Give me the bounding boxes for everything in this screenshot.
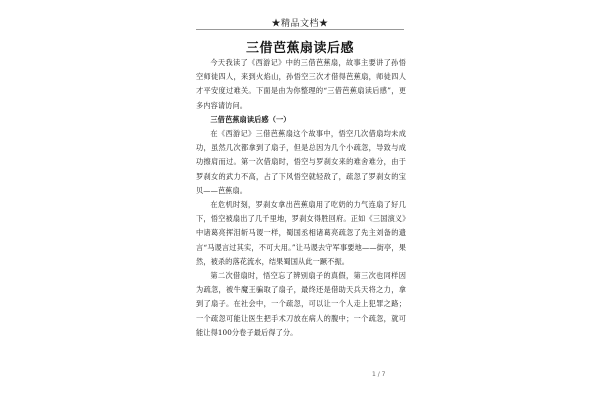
intro-paragraph: 今天我读了《西游记》中的三借芭蕉扇，故事主要讲了孙悟空师徒四人，来到火焰山，孙悟空三次才借得芭蕉扇，师徒四人才平安度过难关。下面是由为你整理的“三借芭蕉扇读后感”，更多内容请访问。 — [196, 58, 406, 110]
body-paragraph: 第二次借扇时，悟空忘了辨别扇子的真假，第三次也同样因为疏忽，被牛魔王骗取了扇子，最终还是借助天兵天将之力，拿到了扇子。在社会中，一个疏忽，可以让一个人走上犯罪之路；一个疏忽可能让医生把手术刀放在病人的腹中；一个疏忽，就可能让得100分卷子最后得了分。 — [196, 271, 406, 337]
document-title: 三借芭蕉扇读后感 — [245, 41, 354, 56]
header-divider — [196, 29, 404, 30]
body-paragraph: 在《西游记》三借芭蕉扇这个故事中，悟空几次借扇均未成功，虽然几次都拿到了扇子，但是总因为几个小疏忽，导致与成功擦肩而过。第一次借扇时，悟空与罗刹女来的难舍难分，由于罗刹女的武力不高，占了下风悟空就轻敌了，疏忽了罗刹女的宝贝——芭蕉扇。 — [196, 129, 406, 195]
section-heading: 三借芭蕉扇读后感（一） — [210, 114, 291, 124]
body-paragraph: 在危机时刻，罗刹女拿出芭蕉扇用了吃奶的力气连扇了好几下，悟空被扇出了几千里地，罗刹女得胜回府。正如《三国演义》中诸葛亮挥泪斩马谡一样，蜀国丞相诸葛亮疏忽了先主刘备的遗言“马谡言过其实，不可大用。”让马谡去守军事要地——街亭，果然，被杀的落花流水，结果蜀国从此一蹶不振。 — [196, 200, 406, 266]
document-body — [196, 56, 406, 340]
header-mark: ★精品文档★ — [271, 19, 329, 29]
page-number: 1 / 7 — [372, 371, 386, 378]
